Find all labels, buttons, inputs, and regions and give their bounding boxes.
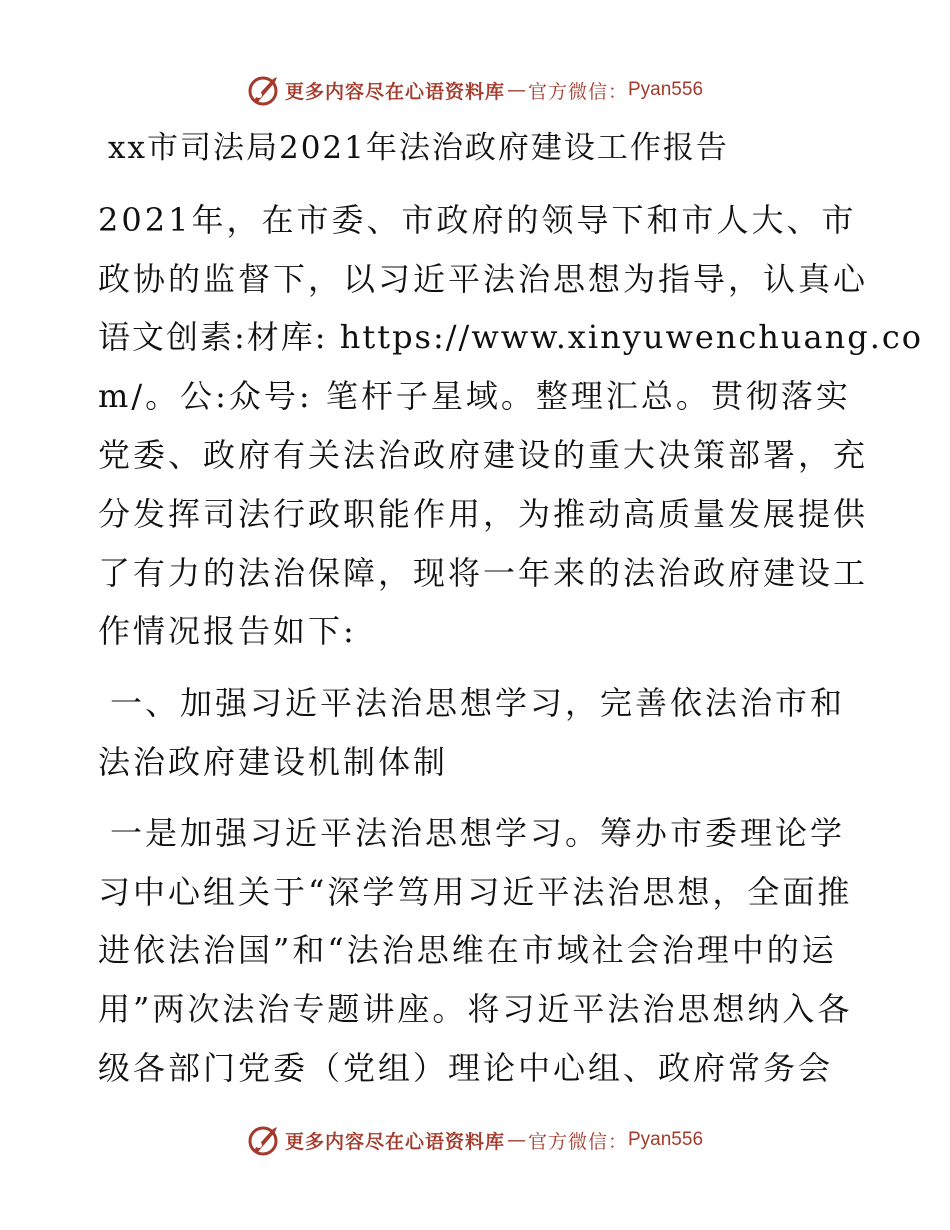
body-line: m/。公:众号: 笔杆子星域。整理汇总。贯彻落实: [98, 377, 851, 415]
body-line: 了有力的法治保障，现将一年来的法治政府建设工: [98, 554, 869, 592]
body-line: 政协的监督下，以习近平法治思想为指导，认真心: [98, 260, 869, 298]
body-line: 进依法治国”和“法治思维在市域社会治理中的运: [98, 931, 837, 969]
banner-wechat-id: Pyan556: [628, 79, 704, 100]
body-line: 一是加强习近平法治思想学习。筹办市委理论学: [110, 814, 846, 852]
document-title: xx市司法局2021年法治政府建设工作报告: [108, 130, 729, 166]
body-line: 语文创素:材库: https://www.xinyuwenchuang.co: [98, 318, 924, 356]
banner-wechat-label: 官方微信：: [527, 1130, 628, 1153]
banner-wechat-label: 官方微信：: [527, 80, 628, 103]
body-line: 2021年，在市委、市政府的领导下和市人大、市: [98, 201, 857, 239]
section-heading: 法治政府建设机制体制: [98, 743, 449, 781]
banner-lead-text: 更多内容尽在心语资料库: [284, 80, 505, 103]
quill-logo-icon: [247, 1123, 281, 1157]
banner-wechat-id: Pyan556: [628, 1129, 704, 1150]
body-line: 级各部门党委（党组）理论中心组、政府常务会: [98, 1049, 834, 1087]
body-line: 作情况报告如下:: [98, 612, 357, 650]
body-line: 用”两次法治专题讲座。将习近平法治思想纳入各: [98, 990, 853, 1028]
body-line: 党委、政府有关法治政府建设的重大决策部署，充: [98, 436, 869, 474]
body-line: 习中心组关于“深学笃用习近平法治思想，全面推: [98, 873, 853, 911]
banner-dash: —: [506, 1129, 526, 1151]
section-heading: 一、加强习近平法治思想学习，完善依法治市和: [110, 684, 846, 722]
banner-lead-text: 更多内容尽在心语资料库: [284, 1130, 505, 1153]
banner-dash: —: [506, 79, 526, 101]
footer-banner: [0, 1120, 950, 1160]
header-banner: [0, 70, 950, 110]
body-line: 分发挥司法行政职能作用，为推动高质量发展提供: [98, 495, 869, 533]
quill-logo-icon: [247, 73, 281, 107]
